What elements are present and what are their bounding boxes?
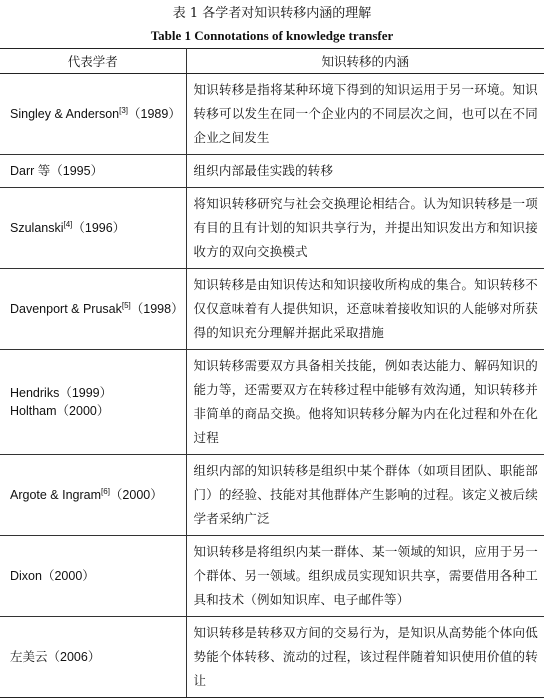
author-year: （2000）: [109, 488, 163, 502]
author-cell: [0, 350, 186, 455]
author-cell: [0, 536, 186, 617]
author-year: （1999）: [59, 386, 113, 400]
table-row: [0, 155, 544, 188]
author-name: Szulanski: [10, 221, 64, 235]
author-entry: [10, 402, 186, 420]
author-entry: [10, 567, 186, 585]
meaning-cell: 知识转移是转移双方间的交易行为，是知识从高势能个体向低势能个体转移、流动的过程，该过程伴随着知识使用价值的转让: [186, 617, 544, 698]
meaning-cell: 将知识转移研究与社会交换理论相结合。认为知识转移是一项有目的且有计划的知识共享行为，并提出知识发出方和知识接收方的双向交换模式: [186, 188, 544, 269]
table-row: [0, 455, 544, 536]
meaning-cell: 知识转移是指将某种环境下得到的知识运用于另一环境。知识转移可以发生在同一个企业内的不同层次之间，也可以在不同企业之间发生: [186, 74, 544, 155]
author-year: （1998）: [130, 302, 184, 316]
meaning-cell: 组织内部的知识转移是组织中某个群体（如项目团队、职能部门）的经验、技能对其他群体产生影响的过程。该定义被后续学者采纳广泛: [186, 455, 544, 536]
author-entry: [10, 486, 186, 504]
table-row: [0, 188, 544, 269]
author-cell: [0, 188, 186, 269]
table-header-row: [0, 49, 544, 74]
author-year: （1989）: [128, 107, 181, 121]
table-caption-chinese: 表 1 各学者对知识转移内涵的理解: [172, 6, 372, 21]
author-name: Hendriks: [10, 386, 60, 400]
author-reference: [4]: [63, 219, 73, 229]
author-cell: [0, 155, 186, 188]
table-caption-english: Table 1 Connotations of knowledge transfer: [150, 28, 394, 43]
author-entry: [10, 105, 186, 123]
author-cell: [0, 617, 186, 698]
table-row: [0, 74, 544, 155]
author-year: （1996）: [72, 221, 126, 235]
author-name: Dixon: [10, 569, 42, 583]
author-year: （2000）: [41, 569, 95, 583]
author-name: Holtham: [10, 404, 57, 418]
author-cell: [0, 74, 186, 155]
author-reference: [5]: [121, 300, 131, 310]
column-header-meaning: 知识转移的内涵: [186, 49, 544, 74]
author-year: （1995）: [50, 164, 104, 178]
author-name: Argote & Ingram: [10, 488, 102, 502]
meaning-cell: 知识转移是由知识传达和知识接收所构成的集合。知识转移不仅仅意味着有人提供知识，还意味着接收知识的人能够对所获得的知识充分理解并据此采取措施: [186, 269, 544, 350]
column-header-author: 代表学者: [0, 49, 186, 74]
author-entry: [10, 648, 186, 666]
author-name: Singley & Anderson: [10, 107, 120, 121]
table-row: [0, 536, 544, 617]
author-year: （2000）: [56, 404, 110, 418]
author-name: 左美云: [10, 650, 48, 664]
author-entry: [10, 300, 186, 318]
author-name: Darr 等: [10, 164, 51, 178]
meaning-cell: 组织内部最佳实践的转移: [186, 155, 544, 188]
table-row: [0, 617, 544, 698]
table-row: [0, 350, 544, 455]
author-entry: [10, 162, 186, 180]
meaning-cell: 知识转移是将组织内某一群体、某一领域的知识，应用于另一个群体、另一领域。组织成员实现知识共享，需要借用各种工具和技术（例如知识库、电子邮件等）: [186, 536, 544, 617]
author-reference: [6]: [101, 486, 110, 496]
author-reference: [3]: [119, 105, 129, 115]
author-cell: [0, 269, 186, 350]
author-entry: [10, 384, 186, 402]
author-name: Davenport & Prusak: [10, 302, 122, 316]
knowledge-transfer-table: [0, 48, 544, 698]
author-year: （2006）: [47, 650, 101, 664]
meaning-cell: 知识转移需要双方具备相关技能，例如表达能力、解码知识的能力等，还需要双方在转移过程中能够有效沟通，知识转移并非简单的商品交换。他将知识转移分解为内在化过程和外在化过程: [186, 350, 544, 455]
table-row: [0, 269, 544, 350]
author-cell: [0, 455, 186, 536]
author-entry: [10, 219, 186, 237]
